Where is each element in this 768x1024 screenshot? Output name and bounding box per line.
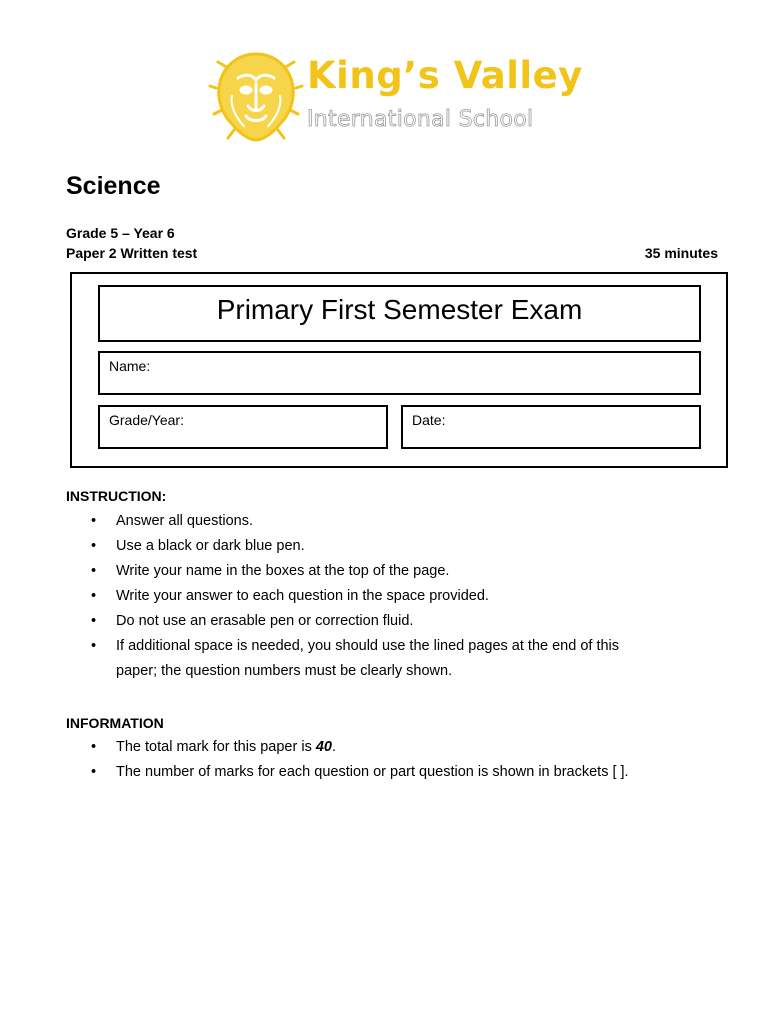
paper-type: Paper 2 Written test: [66, 245, 198, 261]
list-item: • Write your name in the boxes at the top of the page.: [66, 559, 706, 584]
instruction-list: [66, 509, 706, 684]
list-item: • The number of marks for each question or part question is shown in brackets [ ].: [66, 760, 706, 785]
instruction-heading: INSTRUCTION:: [66, 488, 167, 504]
grade-level: Grade 5 – Year 6: [66, 225, 175, 241]
name-field[interactable]: [98, 351, 701, 395]
list-item: [66, 735, 706, 760]
list-item: • Do not use an erasable pen or correction fluid.: [66, 609, 706, 634]
list-item: • Write your answer to each question in the space provided.: [66, 584, 706, 609]
list-item: • If additional space is needed, you should use the lined pages at the end of this paper; the question numbers must be clearly shown.: [66, 634, 656, 684]
school-subtitle: International School: [307, 107, 534, 132]
name-label: Name:: [109, 358, 151, 374]
total-mark-suffix: .: [332, 739, 337, 755]
exam-title: Primary First Semester Exam: [98, 285, 701, 342]
grade-year-label: Grade/Year:: [109, 412, 184, 428]
total-mark-value: 40: [315, 739, 332, 755]
exam-duration: 35 minutes: [644, 245, 718, 261]
school-name: King’s Valley: [307, 54, 583, 97]
school-logo: [208, 48, 588, 144]
date-field[interactable]: [401, 405, 701, 449]
subject-title: Science: [66, 172, 161, 200]
information-list: [66, 735, 706, 785]
list-item: • Answer all questions.: [66, 509, 706, 534]
total-mark-prefix: The total mark for this paper is: [116, 739, 316, 755]
date-label: Date:: [412, 412, 446, 428]
list-item: • Use a black or dark blue pen.: [66, 534, 706, 559]
information-heading: INFORMATION: [66, 715, 164, 731]
grade-year-field[interactable]: [98, 405, 388, 449]
lion-head-icon: [208, 48, 304, 144]
